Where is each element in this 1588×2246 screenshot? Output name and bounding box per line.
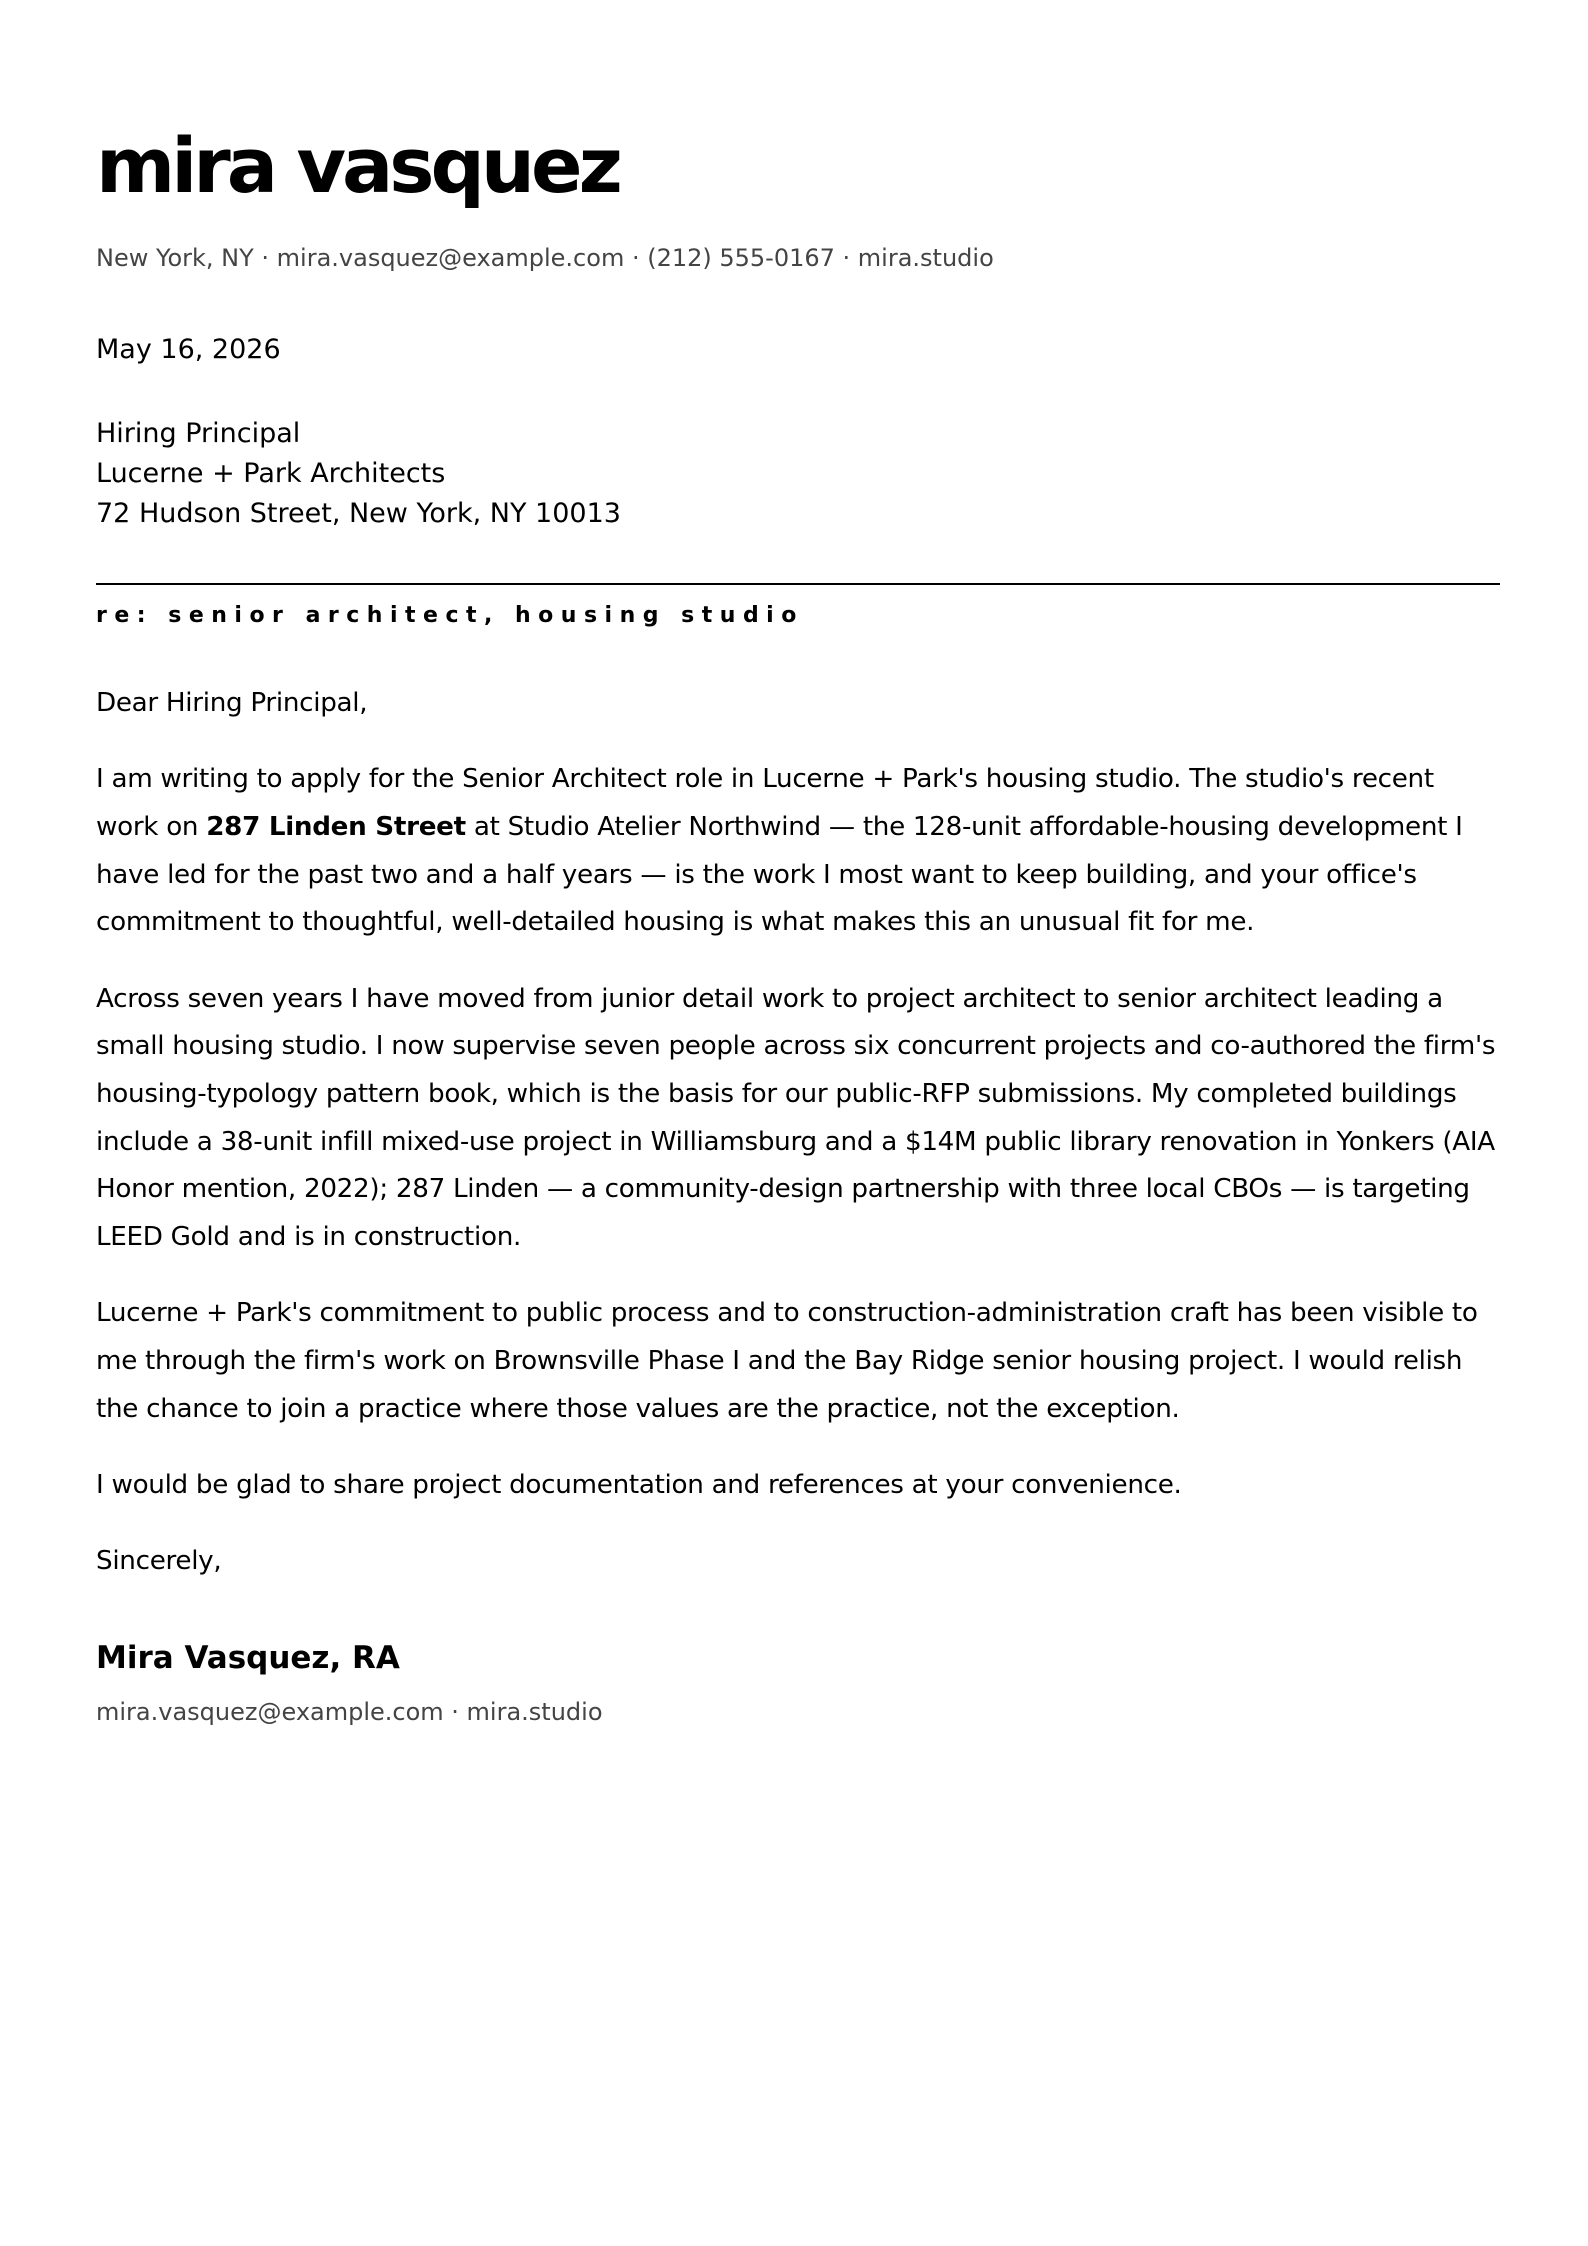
paragraph-1-rest: at Studio Atelier Northwind — the 128-unit affordable-housing development I have led for the past two and a half years — is the work I most want to keep building, and your office's commitment to thoughtful, well-detailed housing is what makes this an unusual fit for me. [96, 811, 1463, 938]
letter-body [96, 680, 1500, 1614]
subject-line: re: senior architect, housing studio [96, 603, 804, 628]
recipient-address: 72 Hudson Street, New York, NY 10013 [96, 498, 621, 529]
paragraph-1-intro: I am writing to apply for the Senior Architect role in Lucerne + Park's housing studio. The studio's recent work on [96, 764, 1434, 842]
closing: Sincerely, [96, 1546, 222, 1577]
paragraph-2: Across seven years I have moved from junior detail work to project architect to senior architect leading a small housing studio. I now supervise seven people across six concurrent projects and co-authored the firm's housing-typology pattern book, which is the basis for our public-RFP submissions. My completed buildings include a 38-unit infill mixed-use project in Williamsburg and a $14M public library renovation in Yonkers (AIA Honor mention, 2022); 287 Linden — a community-design partnership with three local CBOs — is targeting LEED Gold and is in construction. [96, 983, 1496, 1253]
recipient-title: Hiring Principal [96, 418, 301, 449]
paragraph-1-highlight: 287 Linden Street [206, 811, 466, 842]
header-contact-line: New York, NY · mira.vasquez@example.com · (212) 555-0167 · mira.studio [96, 244, 994, 272]
letter-page [96, 0, 1500, 2246]
signature-contact-line: mira.vasquez@example.com · mira.studio [96, 1698, 603, 1726]
salutation: Dear Hiring Principal, [96, 688, 368, 718]
paragraph-1 [96, 756, 1500, 947]
letter-date: May 16, 2026 [96, 334, 281, 365]
paragraph-3: Lucerne + Park's commitment to public process and to construction-administration craft has been visible to me through the firm's work on Brownsville Phase I and the Bay Ridge senior housing project. I would relish the chance to join a practice where those values are the practice, not the exception. [96, 1298, 1478, 1424]
paragraph-4: I would be glad to share project documentation and references at your convenience. [96, 1469, 1182, 1500]
recipient-company: Lucerne + Park Architects [96, 458, 446, 489]
author-name: mira vasquez [96, 121, 619, 210]
subject-divider [96, 583, 1500, 585]
signature-name: Mira Vasquez, RA [96, 1640, 400, 1676]
recipient-block [96, 414, 621, 534]
